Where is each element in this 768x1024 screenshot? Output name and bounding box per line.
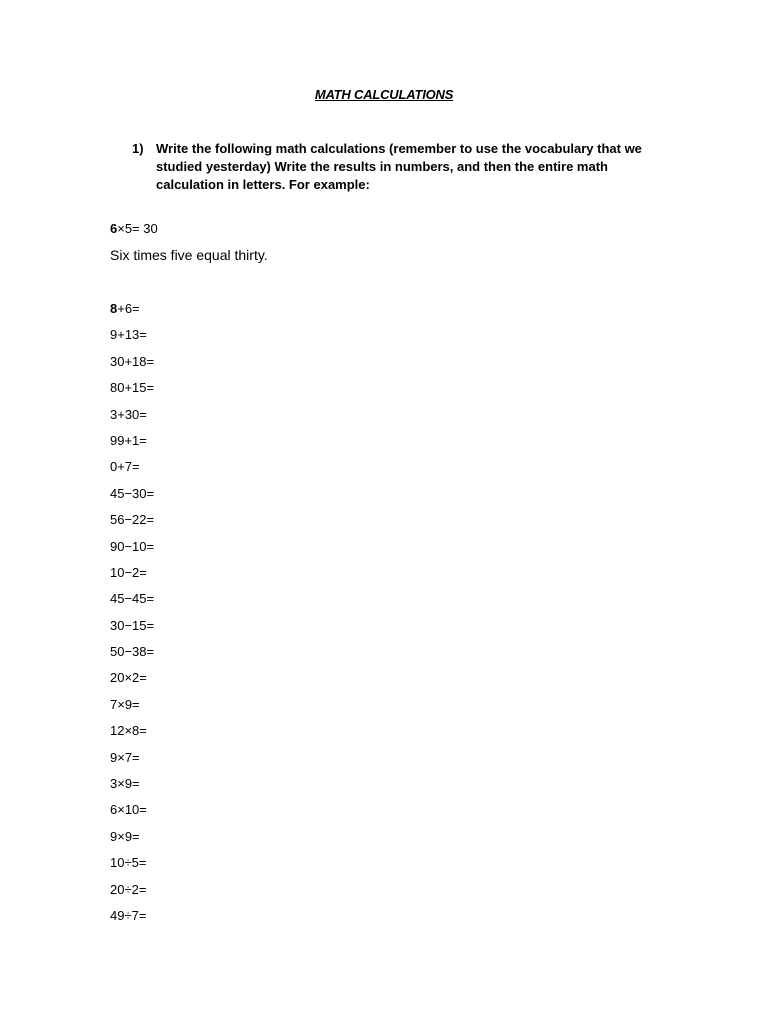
exercise-expression: 9×9= (110, 828, 140, 844)
example-calc-lead: 6 (110, 221, 118, 236)
exercise-item (110, 590, 154, 616)
exercise-item (110, 828, 154, 854)
exercise-expression: 30−15= (110, 617, 155, 633)
exercise-expression: 9×7= (110, 749, 140, 765)
exercise-item (110, 643, 154, 669)
exercise-item (110, 696, 154, 722)
exercise-expression: 20×2= (110, 670, 147, 686)
exercise-item (110, 511, 154, 537)
exercise-item (110, 406, 154, 432)
example-in-words: Six times five equal thirty. (110, 247, 268, 263)
exercise-expression: 12×8= (110, 723, 147, 739)
exercise-item (110, 907, 154, 933)
example-calculation (110, 221, 158, 236)
exercise-item (110, 854, 154, 880)
exercise-item (110, 881, 154, 907)
exercise-expression: 3×9= (110, 776, 140, 792)
exercise-expression: 20÷2= (110, 881, 147, 897)
exercise-expression: 3+30= (110, 406, 147, 422)
instruction-number: 1) (132, 141, 144, 156)
instruction-block (132, 140, 652, 194)
exercise-expression: +6= (117, 301, 140, 316)
exercise-expression: 49÷7= (110, 907, 147, 923)
exercise-expression: 45−45= (110, 591, 155, 607)
exercise-item (110, 538, 154, 564)
exercise-item (110, 326, 154, 352)
exercise-expression: 0+7= (110, 459, 140, 475)
exercise-item (110, 300, 154, 326)
exercise-expression: 50−38= (110, 644, 155, 660)
exercise-item (110, 432, 154, 458)
exercise-item (110, 801, 154, 827)
exercise-expression: 30+18= (110, 353, 155, 369)
exercise-item (110, 379, 154, 405)
exercise-expression: 6×10= (110, 802, 147, 818)
document-title: MATH CALCULATIONS (314, 87, 454, 102)
exercise-item (110, 353, 154, 379)
exercise-item (110, 749, 154, 775)
exercise-item (110, 564, 154, 590)
exercise-expression: 10−2= (110, 564, 147, 580)
exercise-expression: 10÷5= (110, 855, 147, 871)
exercise-expression: 7×9= (110, 696, 140, 712)
exercise-expression: 90−10= (110, 538, 155, 554)
exercise-expression: 45−30= (110, 485, 155, 501)
exercise-item (110, 485, 154, 511)
exercise-item (110, 617, 154, 643)
exercise-expression: 80+15= (110, 380, 155, 396)
exercise-lead: 8 (110, 301, 118, 316)
exercise-item (110, 775, 154, 801)
exercise-item (110, 458, 154, 484)
exercise-item (110, 722, 154, 748)
exercise-item (110, 669, 154, 695)
exercise-list (110, 300, 154, 933)
exercise-expression: 56−22= (110, 512, 155, 528)
exercise-expression: 99+1= (110, 432, 147, 448)
example-calc-rest: ×5= 30 (117, 221, 158, 236)
exercise-expression: 9+13= (110, 327, 147, 343)
instruction-text: Write the following math calculations (remember to use the vocabulary that we studied yesterday) Write the results in numbers, and then the entire math calculation in letters. For example: (156, 141, 642, 192)
